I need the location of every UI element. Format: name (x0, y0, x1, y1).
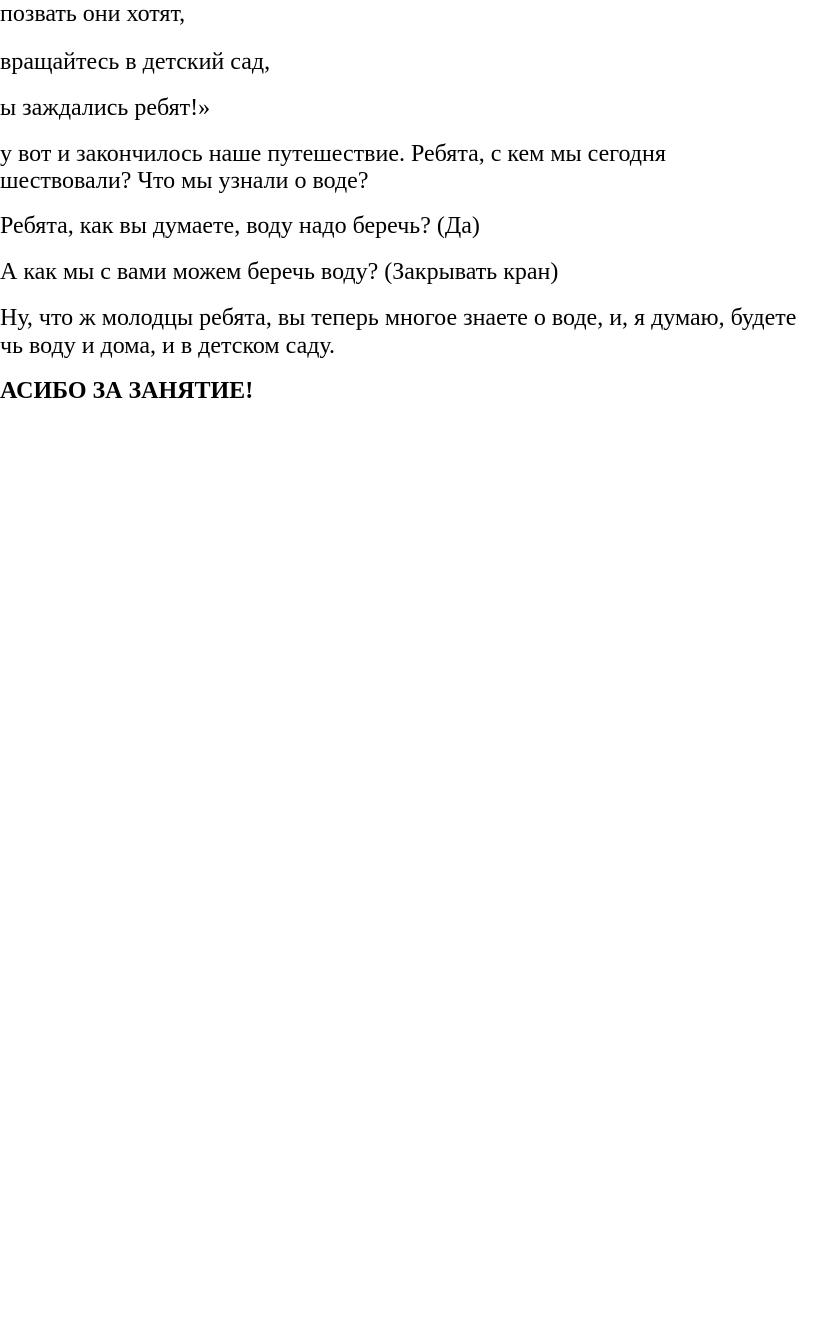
text-line-6: Ребята, как вы думаете, воду надо беречь? (Да) (0, 213, 480, 239)
text-line-8: Ну, что ж молодцы ребята, вы теперь многое знаете о воде, и, я думаю, будете (0, 305, 797, 331)
text-line-2: вращайтесь в детский сад, (0, 49, 271, 75)
text-line-9: чь воду и дома, и в детском саду. (0, 333, 336, 359)
text-line-4: у вот и закончилось наше путешествие. Ребята, с кем мы сегодня (0, 141, 666, 167)
text-line-3: ы заждались ребят!» (0, 95, 211, 121)
text-line-1: позвать они хотят, (0, 1, 186, 27)
closing-heading: АСИБО ЗА ЗАНЯТИЕ! (0, 378, 254, 404)
text-line-5: шествовали? Что мы узнали о воде? (0, 168, 369, 194)
text-line-7: А как мы с вами можем беречь воду? (Закрывать кран) (0, 259, 559, 285)
